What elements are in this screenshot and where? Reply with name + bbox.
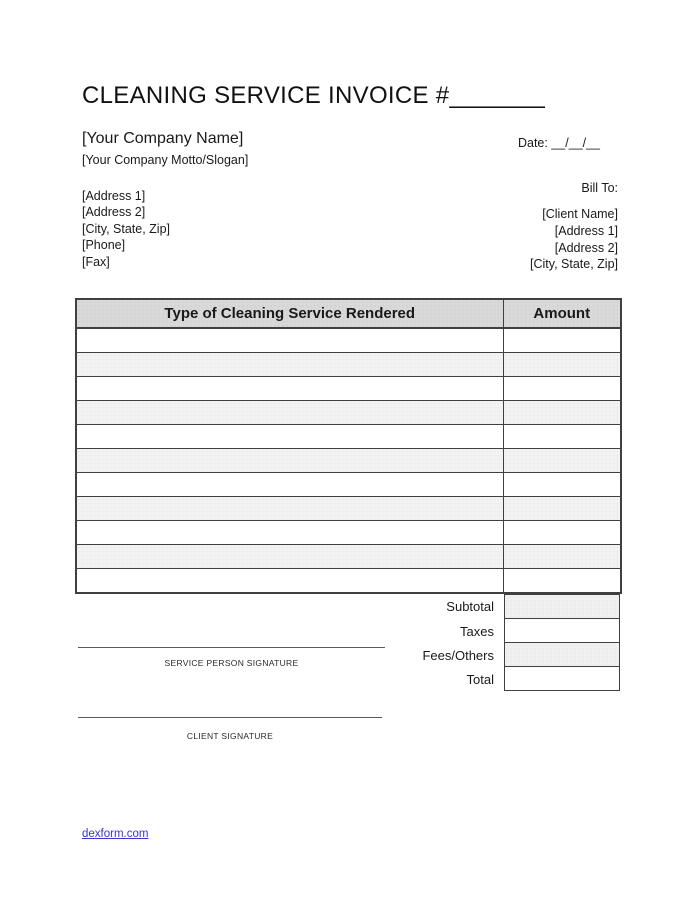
taxes-label: Taxes [460,623,494,639]
table-row [76,449,621,473]
dexform-link[interactable]: dexform.com [82,828,149,840]
table-row [76,377,621,401]
table-row [76,545,621,569]
fees-others-value-box[interactable] [504,643,620,667]
table-row [76,521,621,545]
service-table [75,298,622,594]
table-row [76,328,621,353]
table-row [76,497,621,521]
subtotal-row [75,594,620,619]
client-address-line-2: [Address 2] [554,240,618,255]
client-city-state-zip: [City, State, Zip] [530,257,618,272]
date-field[interactable]: Date: __/__/__ [517,136,600,150]
service-cell[interactable] [76,449,503,473]
subtotal-value-box[interactable] [504,594,620,619]
company-address-line-2: [Address 2] [82,205,146,220]
totals-section [75,594,620,691]
bill-to-label: Bill To: [581,181,618,195]
company-address-line-1: [Address 1] [82,189,146,203]
table-row [76,401,621,425]
amount-cell[interactable] [503,353,621,377]
service-cell[interactable] [76,377,503,401]
company-city-state-zip: [City, State, Zip] [82,221,170,236]
column-header-service: Type of Cleaning Service Rendered [76,299,503,328]
client-address-block [530,206,618,273]
subtotal-label: Subtotal [446,599,494,614]
table-row [76,425,621,449]
table-row [76,353,621,377]
company-fax: [Fax] [82,254,110,269]
table-row [76,473,621,497]
amount-cell[interactable] [503,569,621,594]
service-cell[interactable] [76,521,503,545]
service-table-body [76,328,621,593]
service-cell[interactable] [76,328,503,353]
service-cell[interactable] [76,425,503,449]
service-cell[interactable] [76,401,503,425]
total-value-box[interactable] [504,667,620,691]
amount-cell[interactable] [503,545,621,569]
fees-others-label: Fees/Others [422,647,494,663]
total-label: Total [466,671,494,687]
amount-cell[interactable] [503,425,621,449]
service-cell[interactable] [76,497,503,521]
service-cell[interactable] [76,353,503,377]
page-title: CLEANING SERVICE INVOICE #_______ [82,82,545,109]
client-signature-label: CLIENT SIGNATURE [186,731,274,741]
taxes-value-box[interactable] [504,619,620,643]
service-cell[interactable] [76,545,503,569]
total-row [75,667,620,691]
company-phone: [Phone] [82,238,126,253]
amount-cell[interactable] [503,377,621,401]
table-row [76,569,621,594]
amount-cell[interactable] [503,521,621,545]
service-person-signature-line[interactable] [78,647,385,648]
amount-cell[interactable] [503,497,621,521]
company-address-block [82,188,170,270]
table-header-row [76,299,621,328]
amount-cell[interactable] [503,328,621,353]
client-address-line-1: [Address 1] [554,223,618,238]
client-name: [Client Name] [542,207,618,221]
amount-cell[interactable] [503,473,621,497]
client-signature-line[interactable] [78,717,382,718]
company-name: [Your Company Name] [82,130,244,147]
column-header-amount: Amount [503,299,621,328]
taxes-row [75,619,620,643]
service-cell[interactable] [76,569,503,594]
amount-cell[interactable] [503,401,621,425]
service-cell[interactable] [76,473,503,497]
service-person-signature-label: SERVICE PERSON SIGNATURE [164,658,299,668]
amount-cell[interactable] [503,449,621,473]
company-motto: [Your Company Motto/Slogan] [82,153,249,167]
